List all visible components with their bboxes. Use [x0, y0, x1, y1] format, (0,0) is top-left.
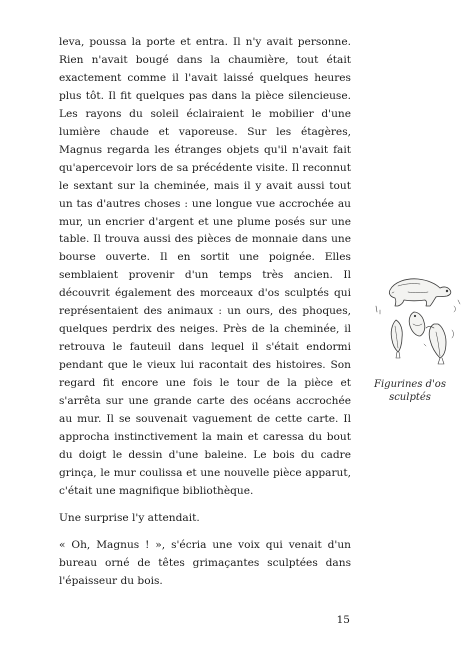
page-number: 15 [336, 614, 350, 626]
paragraph-3: « Oh, Magnus ! », s'écria une voix qui venait d'un bureau orné de têtes grimaçantes sculptées dans l'épaisseur du bois. [59, 538, 351, 587]
paragraph-2: Une surprise l'y attendait. [59, 511, 200, 524]
paragraph-1: leva, poussa la porte et entra. Il n'y avait personne. Rien n'avait bougé dans la chaumière, tout était exactement comme il l'avait laissé quelques heures plus tôt. Il fit quelques pas dans la pièce silencieuse. Les rayons du soleil éclairaient le mobilier d'une lumière chaude et vaporeuse. Sur les étagères, Magnus regarda les étranges objets qu'il n'avait fait qu'apercevoir lors de sa précédente visite. Il reconnut le sextant sur la cheminée, mais il y avait aussi tout un tas d'autres choses : une longue vue accrochée au mur, un encrier d'argent et une plume posés sur une table. Il trouva aussi des pièces de monnaie dans une bourse ouverte. Il en sortit une poignée. Elles semblaient provenir d'un temps très ancien. Il découvrit également des morceaux d'os sculptés qui représentaient des animaux : un ours, des phoques, quelques perdrix des neiges. Près de la cheminée, il retrouva le fauteuil dans lequel il s'était endormi pendant que le vieux lui racontait des histoires. Son regard fit encore une fois le tour de la pièce et s'arrêta sur une grande carte des océans accrochée au mur. Il se souvenait vaguement de cette carte. Il approcha instinctivement la main et caressa du bout du doigt le dessin d'une baleine. Le bois du cadre grinça, le mur coulissa et une nouvelle pièce apparut, c'était une magnifique bibliothèque. [59, 36, 351, 497]
body-text [59, 34, 351, 591]
bone-figurines-illustration [368, 266, 470, 396]
bone-figurines-icon [368, 266, 470, 378]
figure-caption: Figurines d'os sculptés [374, 379, 446, 403]
